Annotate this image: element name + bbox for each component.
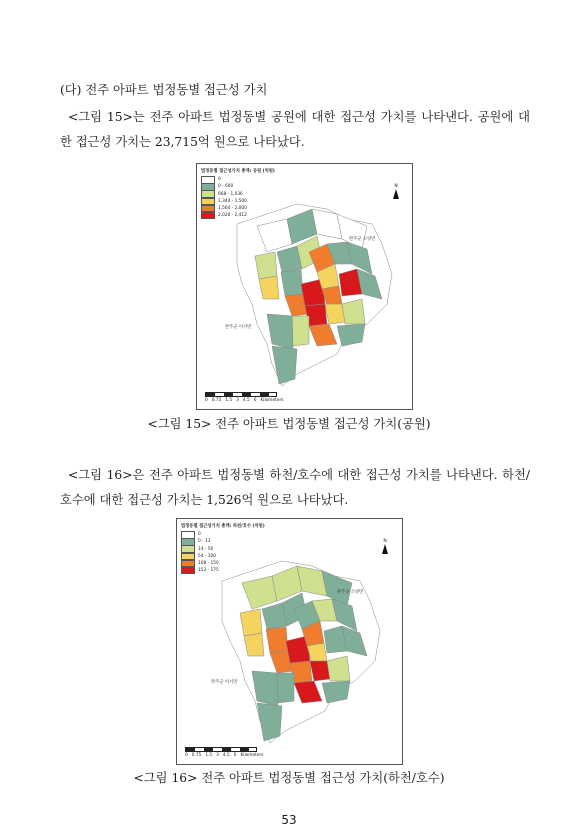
- scale-tick: 3: [236, 398, 239, 403]
- north-label: N: [383, 539, 387, 544]
- page-number: 53: [281, 813, 297, 827]
- north-arrow-icon: [393, 184, 399, 199]
- legend-label: 0: [198, 532, 201, 538]
- legend-title: 법정동별 접근성가치 총액: 하천/호수 (억원): [181, 524, 265, 529]
- scale-unit: Kilometers: [240, 753, 264, 758]
- paragraph-rivers: <그림 16>은 전주 아파트 법정동별 하천/호수에 대한 접근성 가치를 나타낸다. 하천/호수에 대한 접근성 가치는 1,526억 원으로 나타났다.: [60, 468, 530, 507]
- legend-swatch: [201, 212, 215, 220]
- section-heading: (다) 전주 아파트 법정동별 접근성 가치: [60, 83, 268, 97]
- legend-label: 0 - 13: [198, 539, 211, 545]
- legend-label: 153 - 175: [198, 568, 219, 574]
- legend-title: 법정동별 접근성가치 총액: 공원 (억원): [201, 169, 275, 174]
- scale-tick: 0.75: [191, 753, 202, 758]
- scale-tick: 1.5: [225, 398, 233, 403]
- scale-tick: 1.5: [205, 753, 213, 758]
- legend-label: 14 - 56: [198, 546, 214, 552]
- region-label-west: 완주군 이서면: [225, 325, 252, 330]
- legend-label: 0: [218, 177, 221, 183]
- scale-bar: [185, 747, 263, 758]
- legend-label: 108 - 150: [198, 560, 219, 566]
- legend-label: 2,020 - 2,412: [218, 213, 247, 219]
- scale-tick: 0: [185, 753, 188, 758]
- legend-label: 1,344 - 1,500: [218, 198, 247, 204]
- scale-unit: Kilometers: [260, 398, 284, 403]
- legend-label: 54 - 100: [198, 553, 216, 559]
- legend-label: 668 - 1,036: [218, 191, 243, 197]
- scale-bar: [205, 392, 283, 403]
- scale-tick: 4.5: [242, 398, 250, 403]
- scale-tick: 0.75: [211, 398, 222, 403]
- legend-label: 0 - 600: [218, 184, 234, 190]
- map-legend: [181, 523, 265, 574]
- region-label-east: 완주군 소양면: [349, 237, 376, 242]
- north-label: N: [394, 184, 398, 189]
- scale-tick: 3: [216, 753, 219, 758]
- legend-row: [181, 567, 265, 574]
- scale-tick: 6: [233, 753, 237, 758]
- paragraph-parks: <그림 15>는 전주 아파트 법정동별 공원에 대한 접근성 가치를 나타낸다. 공원에 대한 접근성 가치는 23,715억 원으로 나타났다.: [60, 110, 530, 149]
- legend-row: [201, 212, 275, 219]
- map-figure-rivers: [176, 518, 403, 765]
- legend-swatch: [181, 567, 195, 575]
- figure-caption: <그림 15> 전주 아파트 법정동별 접근성 가치(공원): [147, 417, 431, 431]
- scale-tick: 4.5: [222, 753, 230, 758]
- legend-label: 1,564 - 2,000: [218, 205, 247, 211]
- map-figure-parks: [196, 163, 413, 410]
- north-arrow-icon: [382, 539, 388, 554]
- figure-caption: <그림 16> 전주 아파트 법정동별 접근성 가치(하천/호수): [133, 771, 445, 785]
- region-label-west: 완주군 이서면: [211, 680, 238, 685]
- scale-tick: 0: [205, 398, 208, 403]
- region-label-east: 완주군 소양면: [337, 590, 364, 595]
- scale-tick: 6: [253, 398, 257, 403]
- map-legend: [201, 168, 275, 219]
